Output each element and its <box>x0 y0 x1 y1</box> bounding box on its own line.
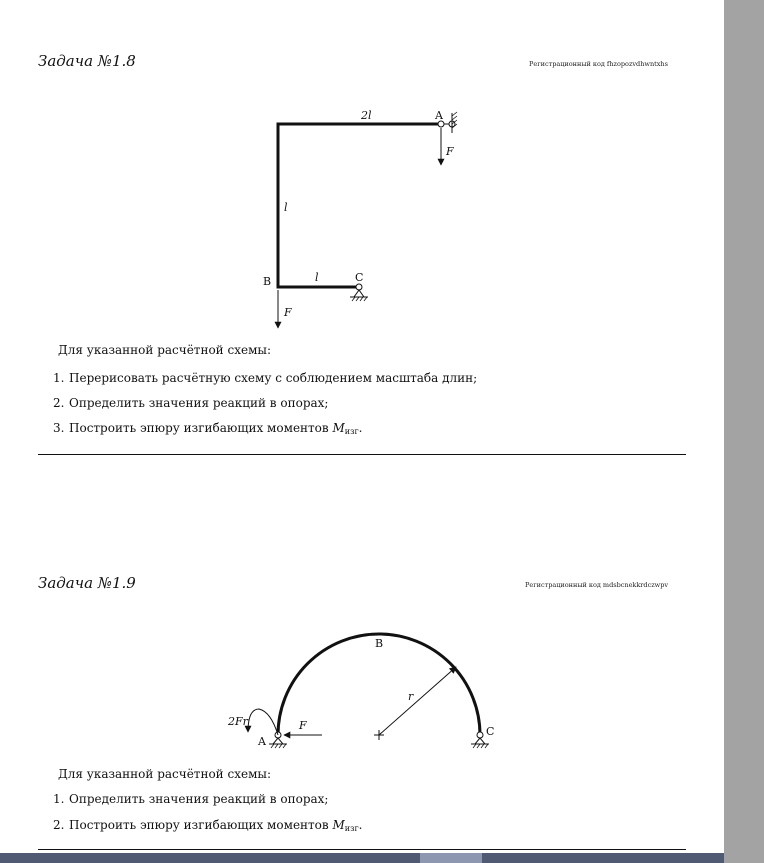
label-a: A <box>435 109 443 122</box>
label-r: r <box>408 690 414 703</box>
radius-arrow <box>379 667 456 735</box>
label-l-horizontal: l <box>315 271 319 284</box>
task-2-title: Задача №1.9 <box>38 574 136 592</box>
moment-arrow <box>248 709 278 735</box>
label-force-a: F <box>446 145 454 158</box>
label-f: F <box>299 719 307 732</box>
task-1-item-2: 2. Определить значения реакций в опорах; <box>53 396 329 410</box>
task-1-title: Задача №1.8 <box>38 52 136 70</box>
label-moment: 2Fr <box>228 715 248 728</box>
label-b: B <box>375 637 384 650</box>
label-force-b: F <box>284 306 292 319</box>
task-1-item-1: 1. Перерисовать расчётную схему с соблюдением масштаба длин; <box>53 371 478 385</box>
task-2-item-2: 2. Построить эпюру изгибающих моментов $M_{изг}$. <box>53 818 363 833</box>
task-1-item-3: 3. Построить эпюру изгибающих моментов $M_{изг}$. <box>53 421 363 436</box>
task-2-intro: Для указанной расчётной схемы: <box>58 767 271 781</box>
task-1-reg-code: Регистрационный код fhzopozvdhwntxhs <box>529 60 668 68</box>
label-two-l: 2l <box>361 109 372 122</box>
task-1-intro: Для указанной расчётной схемы: <box>58 343 271 357</box>
task-2-divider <box>38 849 686 850</box>
task-2-reg-code: Регистрационный код mdsbcnekkrdczwpv <box>525 581 669 589</box>
label-c: C <box>355 271 364 284</box>
label-b: B <box>263 275 272 288</box>
task-2-item-1: 1. Определить значения реакций в опорах; <box>53 792 329 806</box>
label-l-vertical: l <box>284 201 288 214</box>
label-a: A <box>258 735 266 748</box>
label-c: C <box>486 725 495 738</box>
